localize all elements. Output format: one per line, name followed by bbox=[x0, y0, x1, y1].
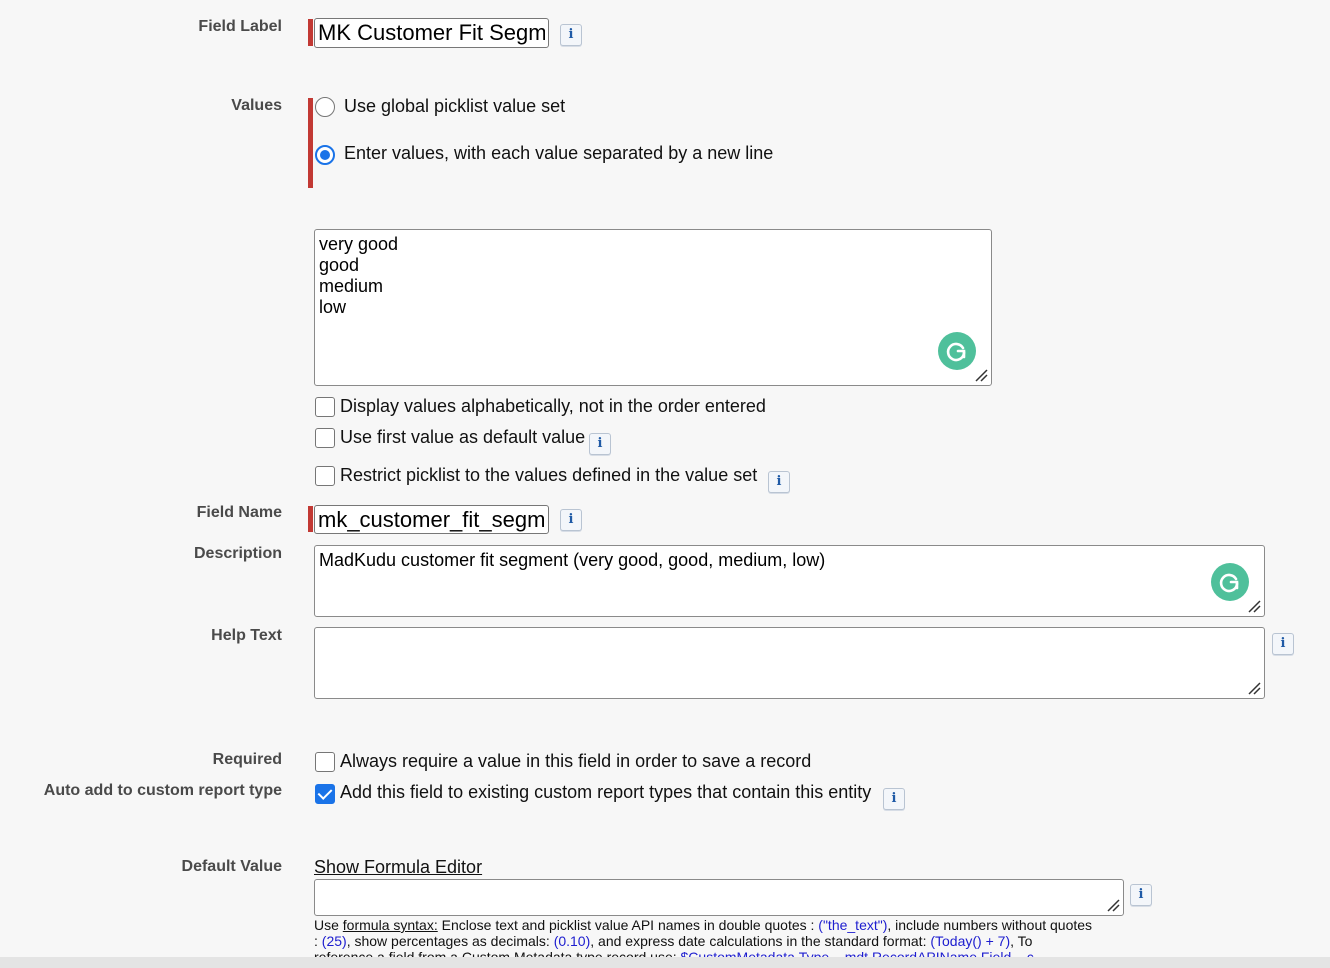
bottom-edge bbox=[0, 957, 1330, 968]
radio-global-picklist[interactable] bbox=[315, 97, 335, 117]
checkbox-required[interactable] bbox=[315, 752, 335, 772]
auto-add-report-type-label: Auto add to custom report type bbox=[43, 782, 282, 799]
resize-grip-icon[interactable] bbox=[974, 368, 988, 382]
required-label: Required bbox=[212, 751, 282, 768]
required-indicator bbox=[308, 98, 313, 188]
resize-grip-icon[interactable] bbox=[1247, 681, 1261, 695]
sort-alphabetically-label: Display values alphabetically, not in the order entered bbox=[340, 396, 766, 416]
required-indicator bbox=[308, 506, 313, 532]
restrict-picklist-info-icon[interactable]: i bbox=[768, 471, 790, 493]
help-text-info-icon[interactable]: i bbox=[1272, 633, 1294, 655]
help-text-label: Help Text bbox=[211, 627, 282, 644]
field-label-label: Field Label bbox=[198, 18, 282, 35]
field-name-input[interactable] bbox=[314, 505, 549, 534]
checkbox-restrict-picklist[interactable] bbox=[315, 466, 335, 486]
auto-add-option-label: Add this field to existing custom report types that contain this entity bbox=[340, 782, 872, 802]
resize-grip-icon[interactable] bbox=[1247, 599, 1261, 613]
radio-enter-values[interactable] bbox=[315, 145, 335, 165]
radio-global-picklist-label: Use global picklist value set bbox=[344, 96, 566, 116]
resize-grip-icon[interactable] bbox=[1106, 898, 1120, 912]
values-label: Values bbox=[231, 97, 282, 114]
default-value-info-icon[interactable]: i bbox=[1130, 884, 1152, 906]
checkbox-first-value-default[interactable] bbox=[315, 428, 335, 448]
formula-syntax-link[interactable]: formula syntax: bbox=[342, 917, 438, 933]
grammarly-icon[interactable] bbox=[1211, 563, 1249, 601]
default-value-label: Default Value bbox=[181, 858, 282, 875]
field-label-input[interactable] bbox=[314, 18, 549, 48]
show-formula-editor-link[interactable]: Show Formula Editor bbox=[314, 857, 483, 877]
field-name-info-icon[interactable]: i bbox=[560, 509, 582, 531]
field-name-label: Field Name bbox=[196, 504, 282, 521]
checkbox-auto-add-report-type[interactable] bbox=[315, 784, 335, 804]
formula-hint-line-2: : (25), show percentages as decimals: (0.10), and express date calculations in the standard format: (Today() + 7), To bbox=[314, 933, 1033, 949]
first-value-default-info-icon[interactable]: i bbox=[589, 433, 611, 455]
field-label-info-icon[interactable]: i bbox=[560, 24, 582, 46]
required-option-label: Always require a value in this field in order to save a record bbox=[340, 751, 812, 771]
formula-hint-line-1: Use formula syntax: Enclose text and picklist value API names in double quotes : ("the_text"), include numbers without quotes bbox=[314, 917, 1093, 933]
default-value-textarea[interactable] bbox=[314, 879, 1124, 916]
description-textarea[interactable]: MadKudu customer fit segment (very good, good, medium, low) bbox=[314, 545, 1265, 617]
help-text-textarea[interactable] bbox=[314, 627, 1265, 699]
description-label: Description bbox=[193, 545, 282, 562]
auto-add-info-icon[interactable]: i bbox=[883, 788, 905, 810]
grammarly-icon[interactable] bbox=[938, 332, 976, 370]
checkbox-sort-alphabetically[interactable] bbox=[315, 397, 335, 417]
first-value-default-label: Use first value as default value bbox=[340, 427, 586, 447]
required-indicator bbox=[308, 19, 313, 46]
radio-enter-values-label: Enter values, with each value separated by a new line bbox=[344, 143, 774, 163]
picklist-values-textarea[interactable]: very good good medium low bbox=[314, 229, 992, 386]
restrict-picklist-label: Restrict picklist to the values defined in the value set bbox=[340, 465, 758, 485]
